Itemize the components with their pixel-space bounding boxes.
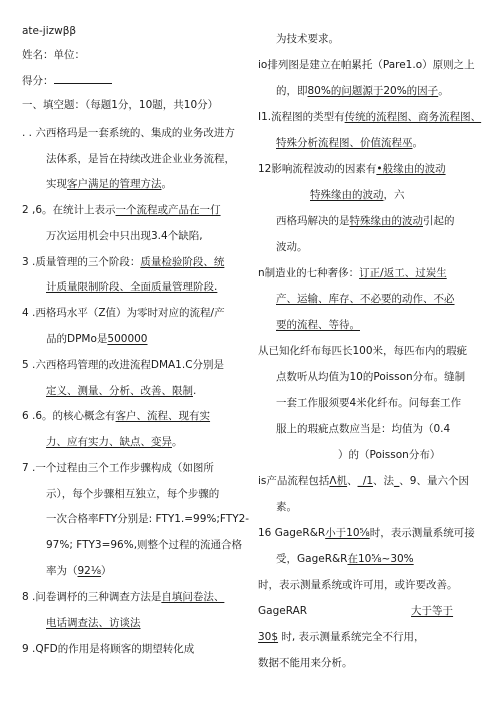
question-text: 一次合格率FTY分别是: FTY1.=99%;FTY2- — [46, 513, 250, 525]
answer-text: 92⅛ — [77, 565, 102, 577]
question-text: I1.流程图的类型有 — [258, 111, 345, 123]
right-text-line — [276, 292, 455, 306]
left-text-line — [46, 280, 217, 294]
question-text: 4 .西格玛水平（Z值）为零时对应的流程/产 — [22, 307, 225, 319]
answer-text: 自填问卷法、 — [161, 591, 225, 603]
answer-text: 客户满足的管理方法 — [67, 178, 162, 190]
question-text: 。 — [412, 137, 423, 149]
question-text: 16 GageR&R — [258, 527, 326, 539]
answer-text: 传统的流程图、商务流程图、 — [344, 111, 482, 123]
question-text: 实现 — [46, 178, 67, 190]
answer-text: _/1 — [357, 475, 374, 487]
question-text: 服上的瑕疵点数应当是：均值为（0.4 — [276, 423, 451, 435]
left-text-line — [46, 229, 203, 243]
right-text-line — [276, 84, 449, 98]
left-text-line — [46, 384, 196, 398]
question-text: 。 — [438, 85, 449, 97]
question-text: 西格玛解决的是 — [276, 215, 350, 227]
question-text: . — [193, 385, 197, 397]
right-text-line — [258, 188, 405, 202]
answer-text: 一个流程或产品在一仃 — [115, 204, 221, 216]
question-text: 示），每个步骤相互独立，每个步骤的 — [46, 488, 220, 500]
question-text: 引起的 — [423, 215, 455, 227]
left-column — [22, 0, 252, 707]
question-text: 时, 表示测量系统完全不行用， — [278, 631, 425, 643]
right-text-line — [276, 500, 297, 514]
question-text: 3 .质量管理的三个阶段： — [22, 256, 141, 268]
left-text-line — [46, 487, 219, 501]
left-text-line — [22, 358, 224, 372]
question-text: 品的DPMo是 — [46, 333, 108, 345]
left-text-line — [22, 409, 210, 423]
left-text-line — [46, 616, 141, 630]
answer-blank — [54, 72, 112, 84]
left-text-line — [46, 152, 235, 166]
answer-text: 特殊分析流程图、价值流程巫 — [276, 137, 413, 149]
question-text: 、9、量六个因 — [399, 475, 469, 487]
left-text-line — [46, 332, 148, 346]
left-text-line — [22, 255, 224, 269]
question-text: ） — [101, 565, 112, 577]
left-text-line — [22, 590, 224, 604]
left-text-line — [22, 306, 225, 320]
question-text: 12影响流程波动的因素有 — [258, 163, 377, 175]
question-text: 一套工作服须要4米化纤布。问每套工作 — [276, 397, 462, 409]
right-text-line — [258, 656, 353, 670]
question-text: ）的（Poisson分布） — [338, 449, 441, 461]
question-text: 万次运用机会中只出现3.4个缺陷, — [46, 230, 203, 242]
left-text-line — [46, 538, 242, 552]
left-text-line — [22, 126, 235, 140]
answer-text: 特殊缘由的波动 — [310, 189, 384, 201]
answer-text: 力、应有实力、缺点、变异 — [46, 436, 172, 448]
question-text: is产品流程包括 — [258, 475, 330, 487]
left-text-line — [22, 24, 76, 38]
right-text-line — [276, 32, 339, 46]
question-text: 数据不能用来分析。 — [258, 657, 353, 669]
left-text-line — [22, 72, 112, 88]
left-text-line — [46, 435, 183, 449]
right-text-line — [276, 422, 450, 436]
question-text: 、法 — [373, 475, 395, 487]
answer-text: 特殊缘由的波动 — [349, 215, 423, 227]
right-text-line — [258, 578, 458, 592]
question-text: 97%; FTY3=96%,则整个过程的流通合格 — [46, 539, 243, 551]
right-text-line — [276, 240, 308, 254]
question-text: 素。 — [276, 501, 297, 513]
right-text-line — [258, 110, 481, 124]
right-text-line — [258, 344, 467, 358]
right-text-line — [276, 552, 414, 566]
answer-text: 500000 — [107, 333, 148, 345]
answer-text: 大于等于 — [411, 605, 454, 617]
question-text: 一、填空题：（每题1分，10题，共10分） — [22, 99, 219, 111]
answer-text: 定义、测量、分析、改善、限制 — [46, 385, 193, 397]
answer-text: 计质量限制阶段、全面质量管理阶段. — [46, 281, 218, 293]
answer-text: 在10⅝~30% — [347, 553, 414, 565]
right-text-line — [276, 136, 423, 150]
question-text: 法体系，是旨在持续改进企业业务流程， — [46, 153, 235, 165]
right-text-line — [258, 58, 475, 72]
question-text: 为技术要求。 — [276, 33, 339, 45]
left-text-line — [46, 177, 172, 191]
right-text-line — [258, 604, 453, 618]
right-text-line — [258, 474, 469, 488]
left-text-line — [22, 203, 221, 217]
left-text-line — [46, 564, 112, 578]
question-text: 受，GageR&R — [276, 553, 348, 565]
left-text-line — [22, 48, 85, 62]
right-text-line — [276, 318, 360, 332]
left-text-line — [22, 642, 194, 656]
question-text: 6 .6。的核心概念有 — [22, 410, 116, 422]
question-text: 5 .六西格玛管理的改进流程DMA1.C分别是 — [22, 359, 225, 371]
question-text: 。 — [161, 178, 172, 190]
answer-text: 30$ — [258, 631, 279, 643]
question-text: GageRAR — [258, 605, 308, 617]
question-text: 时，表示测量系统可接 — [369, 527, 475, 539]
question-text: 8 .问卷调杼的三种调查方法是 — [22, 591, 162, 603]
answer-text: 小于10⅝ — [325, 527, 370, 539]
question-text: 姓名：单位： — [22, 49, 85, 61]
question-text: 2 ,6。在统计上表示 — [22, 204, 116, 216]
answer-text: 要的流程、等待。 — [276, 319, 360, 331]
right-text-line — [258, 630, 425, 644]
left-text-line — [22, 461, 214, 475]
question-text: 点数听从均值为10的Poisson分布。缝制 — [276, 371, 466, 383]
question-text: 波动。 — [276, 241, 308, 253]
right-column — [258, 0, 482, 707]
right-text-line — [258, 266, 447, 280]
right-text-line — [276, 396, 461, 410]
answer-text: 80%的问题源于20%的因子 — [307, 85, 439, 97]
question-text: 时，表示测量系统或许可用，或许要改善。 — [258, 579, 458, 591]
question-text: 。 — [172, 436, 183, 448]
left-text-line — [46, 512, 249, 526]
question-text: 、 — [347, 475, 358, 487]
question-text: 7 .一个过程由三个工作步骤构成（如图所 — [22, 462, 214, 474]
question-text: io排列图是建立在帕累托（Pare1.o）原则之上 — [258, 59, 475, 71]
question-text: n制造业的七种奢侈： — [258, 267, 360, 279]
right-text-line — [258, 162, 446, 176]
question-text: 从已知化纤布每匹长100米，每匹布内的瑕疵 — [258, 345, 468, 357]
right-text-line — [258, 526, 475, 540]
answer-text: 产、运输、库存、不必要的动作、不必 — [276, 293, 455, 305]
question-text: ate-jizwββ — [22, 25, 77, 37]
question-text: . . 六西格玛是一套系统的、集成的业务改进方 — [22, 127, 235, 139]
answer-text: •般缘由的波动 — [376, 163, 446, 175]
answer-text: Λ机 — [329, 475, 348, 487]
left-text-line — [22, 98, 218, 112]
question-text: 的，即 — [276, 85, 308, 97]
question-text: 率为（ — [46, 565, 78, 577]
answer-text: 电话调查法、访谈法 — [46, 617, 141, 629]
question-text: ，六 — [383, 189, 405, 201]
question-text: 得分： — [22, 75, 54, 87]
answer-text: 客户、流程、现有实 — [115, 410, 211, 422]
right-text-line — [338, 448, 440, 462]
answer-text: 质量检验阶段、统 — [140, 256, 225, 268]
answer-text: 订正/返工、过炭生 — [359, 267, 447, 279]
right-text-line — [276, 370, 465, 384]
question-text: 9 .QFD的作用是将顾客的期望转化成 — [22, 643, 195, 655]
right-text-line — [276, 214, 455, 228]
answer-text: _ — [394, 475, 400, 487]
